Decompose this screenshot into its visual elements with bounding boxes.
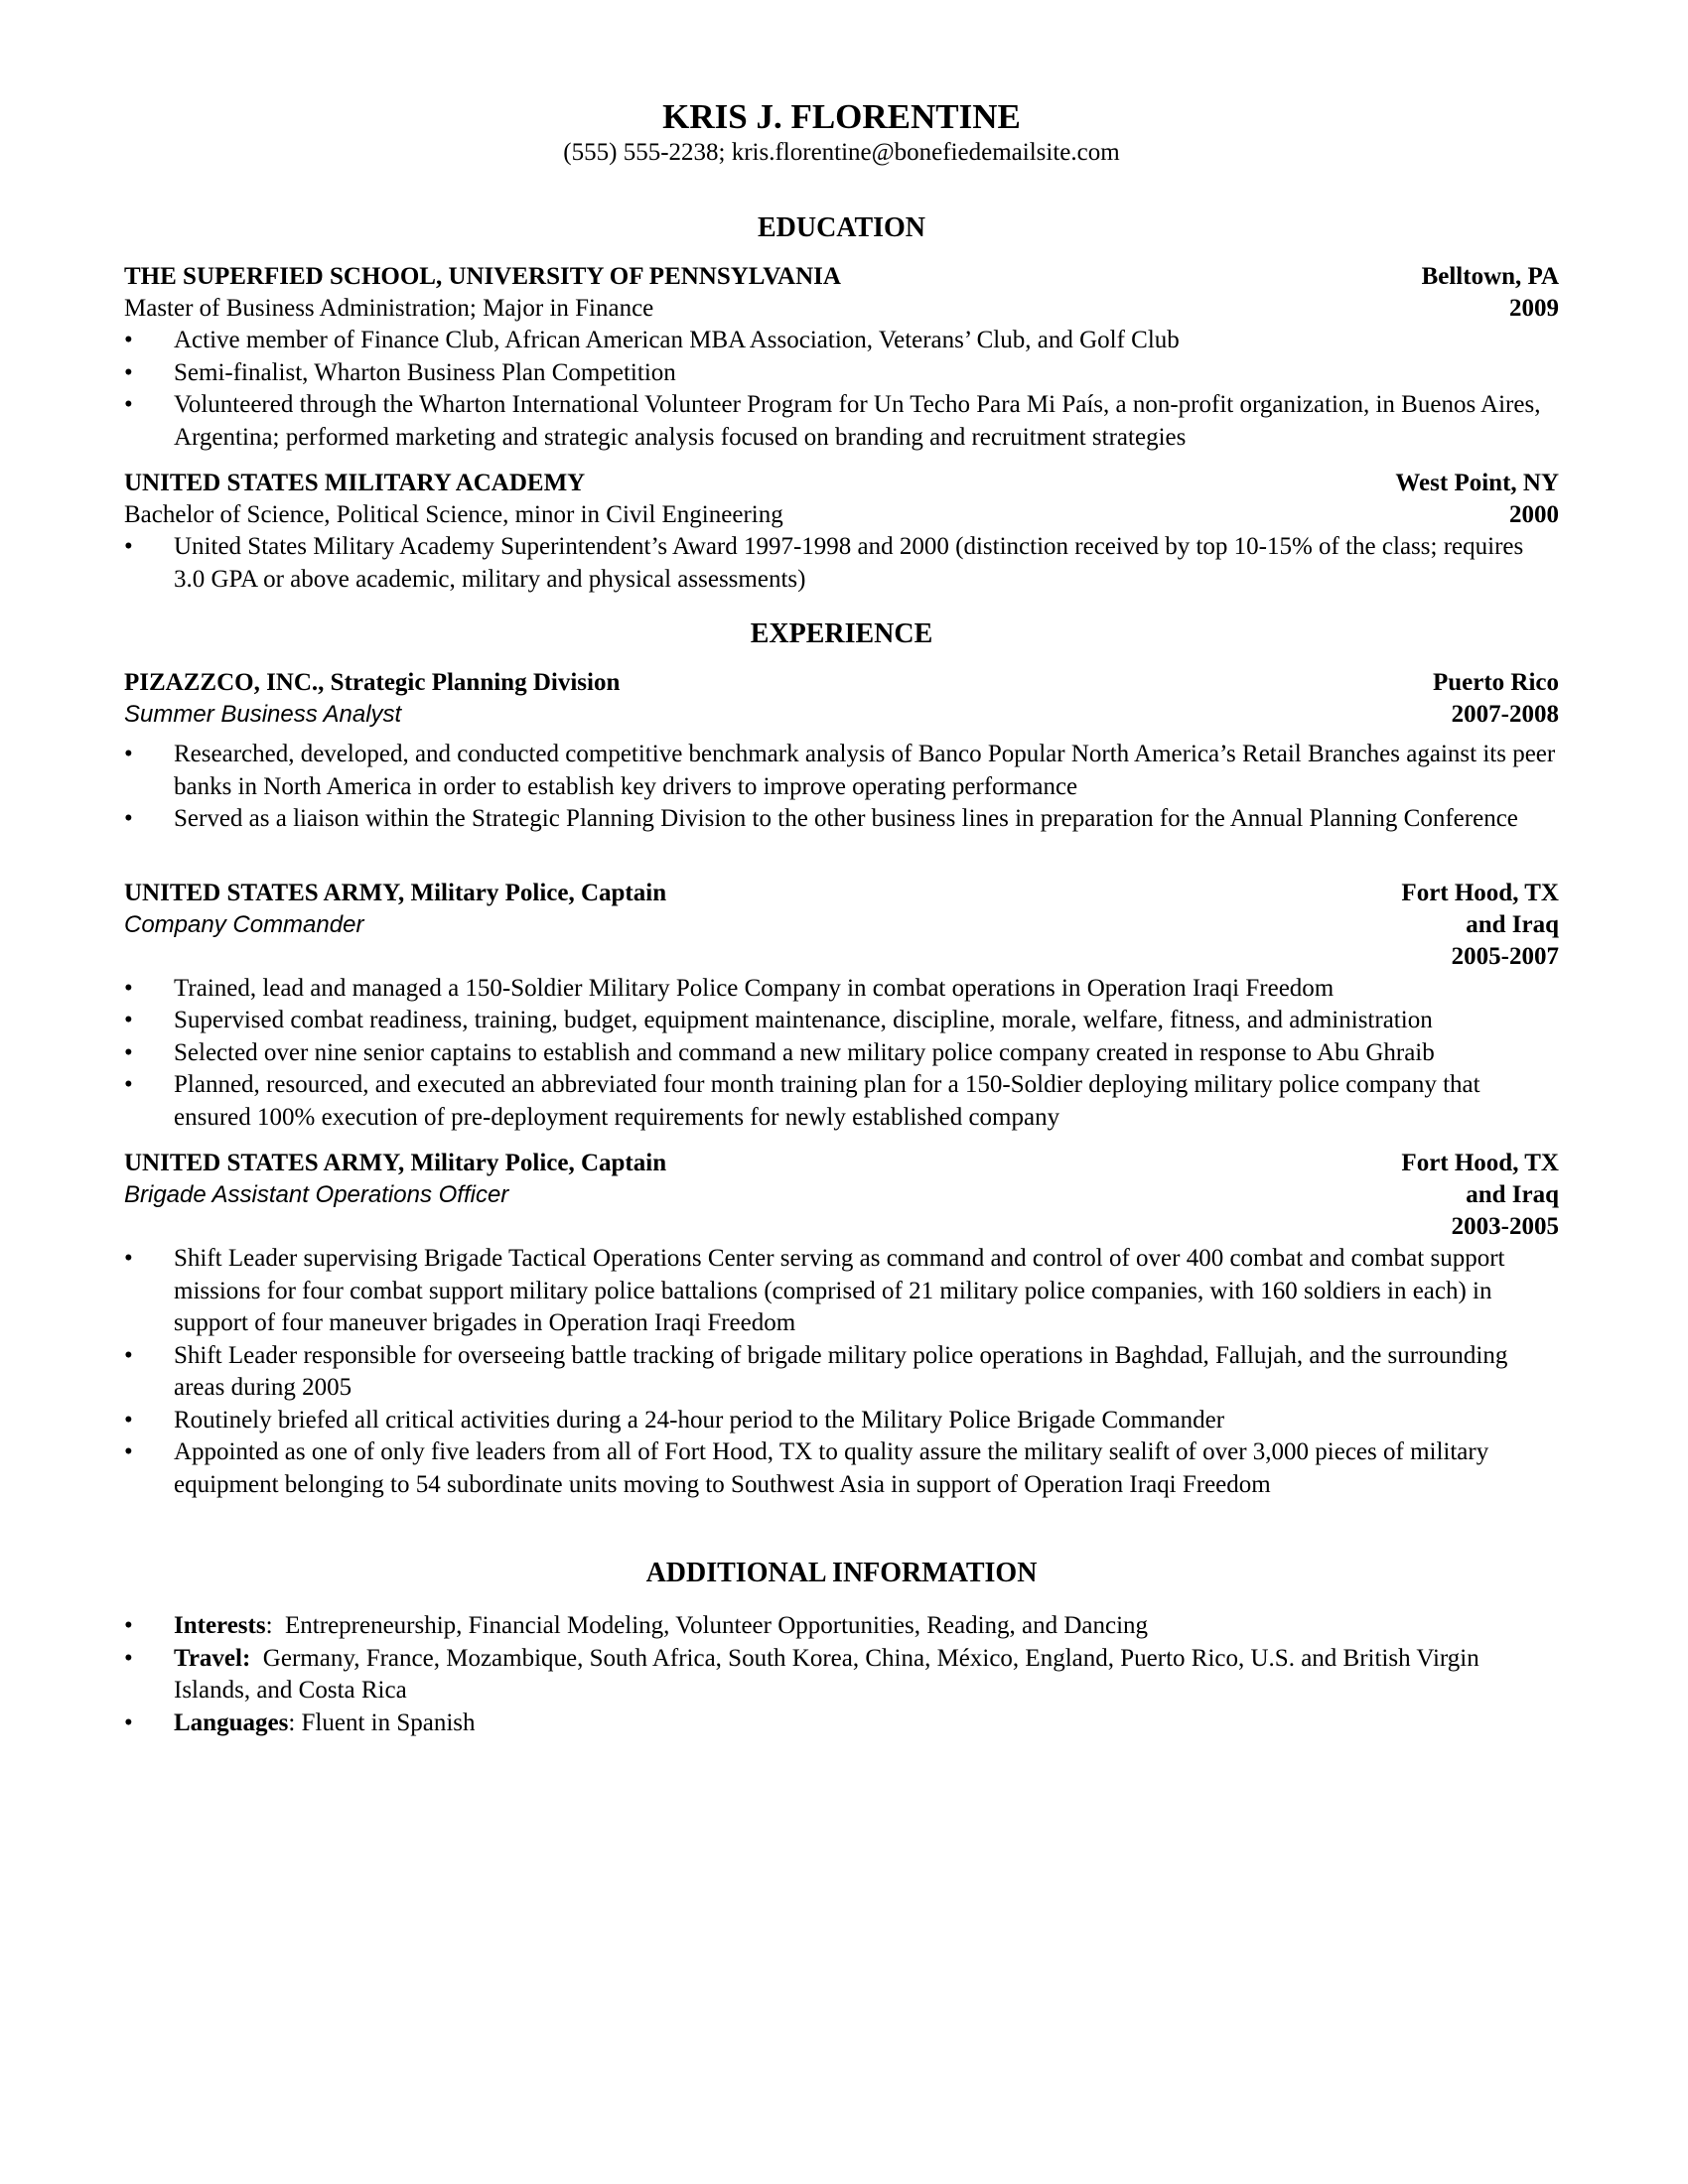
- bullet-icon: •: [124, 358, 133, 386]
- employer-division: Strategic Planning Division: [324, 669, 621, 696]
- bullet-icon: •: [124, 1644, 133, 1672]
- employer-location-secondary: and Iraq: [1466, 910, 1559, 938]
- job-dates: 2007-2008: [1451, 701, 1559, 728]
- bullet-icon: •: [124, 327, 133, 353]
- info-label: Travel:: [174, 1644, 251, 1672]
- section-title-additional: ADDITIONAL INFORMATION: [645, 1558, 1038, 1588]
- bullet-icon: •: [124, 1612, 133, 1639]
- institution-name: THE SUPERFIED SCHOOL, UNIVERSITY OF PENNSYLVANIA: [124, 263, 841, 290]
- additional-info-list: [124, 1610, 1559, 1739]
- list-item: • Interests: Entrepreneurship, Financial Modeling, Volunteer Opportunities, Reading, and Dancing: [124, 1610, 1559, 1643]
- bullet-icon: •: [124, 391, 133, 418]
- employer-location: Puerto Rico: [1432, 669, 1559, 696]
- degree: Bachelor of Science, Political Science, minor in Civil Engineering: [124, 501, 783, 528]
- list-item: • Active member of Finance Club, African American MBA Association, Veterans’ Club, and Golf Club: [124, 325, 1559, 357]
- list-item: • Semi-finalist, Wharton Business Plan Competition: [124, 357, 1559, 390]
- bullet-icon: •: [124, 1341, 133, 1369]
- list-item: • Supervised combat readiness, training, budget, equipment maintenance, discipline, morale, welfare, fitness, and administration: [124, 1005, 1559, 1037]
- job-title: Summer Business Analyst: [124, 701, 402, 728]
- experience-entry: [124, 878, 1559, 1135]
- employer-location: Fort Hood, TX: [1401, 1150, 1559, 1176]
- bullet-icon: •: [124, 1245, 133, 1272]
- employer-location: Fort Hood, TX: [1401, 879, 1559, 906]
- bullet-icon: •: [124, 1438, 133, 1465]
- degree: Master of Business Administration; Major in Finance: [124, 295, 654, 322]
- section-title-education: EDUCATION: [757, 212, 926, 243]
- institution-location: Belltown, PA: [1421, 263, 1559, 290]
- list-item: • Served as a liaison within the Strategic Planning Division to the other business lines in preparation for the Annual Planning Conference: [124, 803, 1559, 836]
- info-label: Languages: [174, 1708, 289, 1736]
- education-entry: [124, 261, 1559, 454]
- info-value: Germany, France, Mozambique, South Africa, South Korea, China, México, England, Puerto Rico, U.S. and British Virgin Islands, and Costa Rica: [174, 1644, 1479, 1704]
- institution-location: West Point, NY: [1395, 470, 1559, 496]
- resume-name: KRIS J. FLORENTINE: [662, 97, 1021, 136]
- employer-name: UNITED STATES ARMY,: [124, 1150, 405, 1176]
- bullet-list: [124, 739, 1559, 836]
- list-item: • Volunteered through the Wharton International Volunteer Program for Un Techo Para Mi País, a non-profit organization, in Buenos Aires, Argentina; performed marketing and strategic analysis focused on branding and recruitment strategies: [124, 391, 1541, 451]
- education-entry: [124, 468, 1559, 596]
- list-item: • Routinely briefed all critical activities during a 24-hour period to the Military Police Brigade Commander: [124, 1405, 1559, 1437]
- bullet-icon: •: [124, 1071, 133, 1098]
- bullet-icon: •: [124, 741, 133, 767]
- list-item: • Shift Leader responsible for overseeing battle tracking of brigade military police operations in Baghdad, Fallujah, and the surrounding areas during 2005: [124, 1341, 1508, 1401]
- bullet-icon: •: [124, 1007, 133, 1033]
- experience-entry: [124, 667, 1559, 836]
- info-value: Fluent in Spanish: [301, 1708, 476, 1736]
- job-title: Company Commander: [124, 910, 364, 938]
- job-title: Brigade Assistant Operations Officer: [124, 1181, 509, 1208]
- degree-year: 2000: [1509, 501, 1559, 528]
- employer-location-secondary: and Iraq: [1466, 1181, 1559, 1208]
- list-item: • Selected over nine senior captains to establish and command a new military police company created in response to Abu Ghraib: [124, 1037, 1559, 1070]
- list-item: [124, 1643, 1559, 1707]
- bullet-list: [124, 531, 1559, 596]
- experience-entry: [124, 1148, 1559, 1501]
- institution-name: UNITED STATES MILITARY ACADEMY: [124, 470, 586, 496]
- list-item: • Planned, resourced, and executed an abbreviated four month training plan for a 150-Soldier deploying military police company that ensured 100% execution of pre-deployment requirements for newly established company: [124, 1071, 1480, 1131]
- list-item: • Shift Leader supervising Brigade Tactical Operations Center serving as command and control of over 400 combat and combat support missions for four combat support military police battalions (comprised of 21 military police companies, with 160 soldiers in each) in support of four maneuver brigades in Operation Iraqi Freedom: [124, 1245, 1505, 1336]
- bullet-icon: •: [124, 805, 133, 832]
- list-item: • United States Military Academy Superintendent’s Award 1997-1998 and 2000 (distinction received by top 10-15% of the class; requires 3.0 GPA or above academic, military and physical assessments): [124, 533, 1524, 593]
- info-value: Entrepreneurship, Financial Modeling, Volunteer Opportunities, Reading, and Dancing: [285, 1612, 1149, 1639]
- bullet-list: [124, 1243, 1559, 1501]
- degree-year: 2009: [1509, 295, 1559, 322]
- bullet-icon: •: [124, 533, 133, 560]
- bullet-icon: •: [124, 1708, 133, 1736]
- employer-division: Military Police, Captain: [404, 1150, 667, 1176]
- bullet-list: [124, 325, 1559, 454]
- section-title-experience: EXPERIENCE: [750, 618, 933, 649]
- bullet-icon: •: [124, 974, 133, 1002]
- employer-division: Military Police, Captain: [404, 879, 667, 906]
- bullet-icon: •: [124, 1038, 133, 1066]
- job-dates: 2005-2007: [1451, 942, 1559, 970]
- bullet-list: [124, 973, 1559, 1135]
- employer-name: PIZAZZCO, INC.,: [124, 669, 325, 696]
- bullet-icon: •: [124, 1406, 133, 1433]
- list-item: • Researched, developed, and conducted competitive benchmark analysis of Banco Popular North America’s Retail Branches against its peer banks in North America in order to establish key drivers to improve operating performance: [124, 741, 1556, 800]
- info-label: Interests: [174, 1612, 266, 1639]
- contact-line: (555) 555-2238; kris.florentine@bonefiedemailsite.com: [563, 139, 1120, 166]
- job-dates: 2003-2005: [1451, 1213, 1559, 1240]
- list-item: • Languages: Fluent in Spanish: [124, 1707, 1559, 1740]
- list-item: • Appointed as one of only five leaders from all of Fort Hood, TX to quality assure the military sealift of over 3,000 pieces of military equipment belonging to 54 subordinate units moving to Southwest Asia in support of Operation Iraqi Freedom: [124, 1438, 1489, 1498]
- employer-name: UNITED STATES ARMY,: [124, 879, 405, 906]
- list-item: • Trained, lead and managed a 150-Soldier Military Police Company in combat operations in Operation Iraqi Freedom: [124, 973, 1559, 1006]
